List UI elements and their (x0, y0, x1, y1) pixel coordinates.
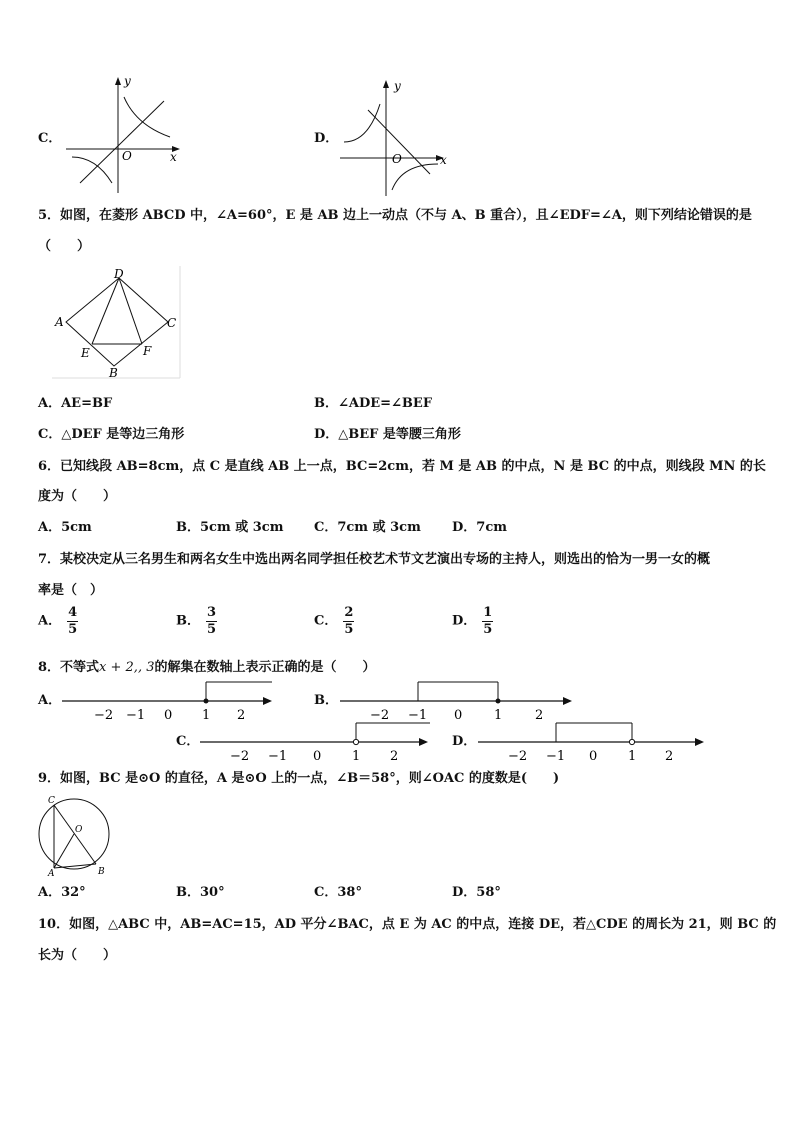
q9-option-c: C．38° (314, 885, 362, 900)
svg-text:1: 1 (494, 708, 503, 722)
svg-text:x: x (170, 150, 177, 164)
q6-stem-line1: 6．已知线段 AB=8cm，点 C 是直线 AB 上一点，BC=2cm，若 M 是 AB 的中点，N 是 BC 的中点，则线段 MN 的长 (38, 459, 766, 474)
q5-rhombus-figure (52, 266, 182, 380)
svg-text:2: 2 (390, 749, 399, 762)
svg-text:0: 0 (589, 749, 598, 762)
svg-text:B: B (109, 366, 118, 380)
q7-stem-line1: 7．某校决定从三名男生和两名女生中选出两名同学担任校艺术节文艺演出专场的主持人，则选出的恰为一男一女的概 (38, 552, 711, 567)
q7-option-a: A． $\frac{4}{5}$ (38, 605, 78, 637)
q8-option-a-label: A． (38, 693, 62, 708)
svg-text:−1: −1 (126, 708, 146, 722)
q5-option-d: D．△BEF 是等腰三角形 (314, 427, 461, 442)
svg-text:1: 1 (202, 708, 211, 722)
svg-text:2: 2 (535, 708, 544, 722)
q7-option-d: D． $\frac{1}{5}$ (452, 605, 493, 637)
q8-option-d-label: D． (452, 734, 477, 749)
svg-text:−2: −2 (370, 708, 390, 722)
q4-option-c-label: C． (38, 131, 62, 146)
svg-text:O: O (122, 149, 132, 163)
svg-text:2: 2 (665, 749, 674, 762)
svg-text:x: x (440, 153, 447, 167)
q10-stem-line1: 10．如图，△ABC 中，AB=AC=15，AD 平分∠BAC，点 E 为 AC 的中点，连接 DE，若△CDE 的周长为 21，则 BC 的 (38, 917, 777, 932)
svg-text:y: y (394, 79, 401, 93)
q9-option-b: B．30° (176, 885, 225, 900)
q5-option-a: A．AE=BF (38, 396, 113, 411)
svg-text:D: D (114, 267, 124, 281)
q6-option-a: A．5cm (38, 520, 92, 535)
q8-option-d-numberline (476, 718, 712, 762)
svg-text:O: O (392, 152, 402, 166)
q4-option-c-graph (66, 75, 186, 193)
svg-text:−1: −1 (408, 708, 428, 722)
q7-stem-line2: 率是（ ） (38, 583, 104, 598)
svg-text:y: y (124, 75, 131, 88)
q6-option-b: B．5cm 或 3cm (176, 520, 284, 535)
q8-stem: 8．不等式x + 2,, 3的解集在数轴上表示正确的是（ ） (38, 660, 376, 675)
q9-circle-figure (36, 794, 116, 876)
svg-text:−1: −1 (268, 749, 288, 762)
q10-stem-line2: 长为（ ） (38, 948, 117, 963)
q5-stem-line2: （ ） (38, 239, 91, 254)
svg-text:−2: −2 (230, 749, 250, 762)
q6-stem-line2: 度为（ ） (38, 489, 117, 504)
q4-option-d-graph (340, 78, 452, 198)
q7-option-c: C． $\frac{2}{5}$ (314, 605, 354, 637)
svg-text:C: C (48, 796, 55, 806)
q5-stem-line1: 5．如图，在菱形 ABCD 中，∠A=60°，E 是 AB 边上一动点（不与 A、B 重合），且∠EDF=∠A，则下列结论错误的是 (38, 208, 752, 223)
svg-text:1: 1 (628, 749, 637, 762)
q8-option-a-numberline (60, 680, 280, 722)
q8-option-c-label: C． (176, 734, 200, 749)
svg-text:1: 1 (352, 749, 361, 762)
q5-option-c: C．△DEF 是等边三角形 (38, 427, 185, 442)
svg-text:B: B (98, 867, 105, 876)
q6-option-c: C．7cm 或 3cm (314, 520, 421, 535)
svg-text:2: 2 (237, 708, 246, 722)
svg-text:A: A (55, 315, 64, 329)
svg-text:E: E (81, 346, 90, 360)
svg-text:A: A (48, 869, 55, 876)
q5-option-b: B．∠ADE=∠BEF (314, 396, 433, 411)
svg-text:0: 0 (164, 708, 173, 722)
svg-text:−1: −1 (546, 749, 566, 762)
q9-stem: 9．如图，BC 是⊙O 的直径，A 是⊙O 上的一点，∠B＝58°，则∠OAC 的度数是( ) (38, 771, 560, 786)
q9-option-d: D．58° (452, 885, 501, 900)
svg-text:O: O (75, 825, 83, 835)
svg-text:0: 0 (454, 708, 463, 722)
q8-option-b-label: B． (314, 693, 338, 708)
svg-text:−2: −2 (94, 708, 114, 722)
q4-option-d-label: D． (314, 131, 339, 146)
q9-option-a: A．32° (38, 885, 86, 900)
svg-text:−2: −2 (508, 749, 528, 762)
q7-option-b: B． $\frac{3}{5}$ (176, 605, 217, 637)
svg-text:0: 0 (313, 749, 322, 762)
q6-option-d: D．7cm (452, 520, 507, 535)
svg-text:F: F (143, 344, 152, 358)
svg-text:C: C (167, 316, 177, 330)
q8-option-b-numberline (338, 678, 578, 722)
q8-option-c-numberline (198, 718, 438, 762)
